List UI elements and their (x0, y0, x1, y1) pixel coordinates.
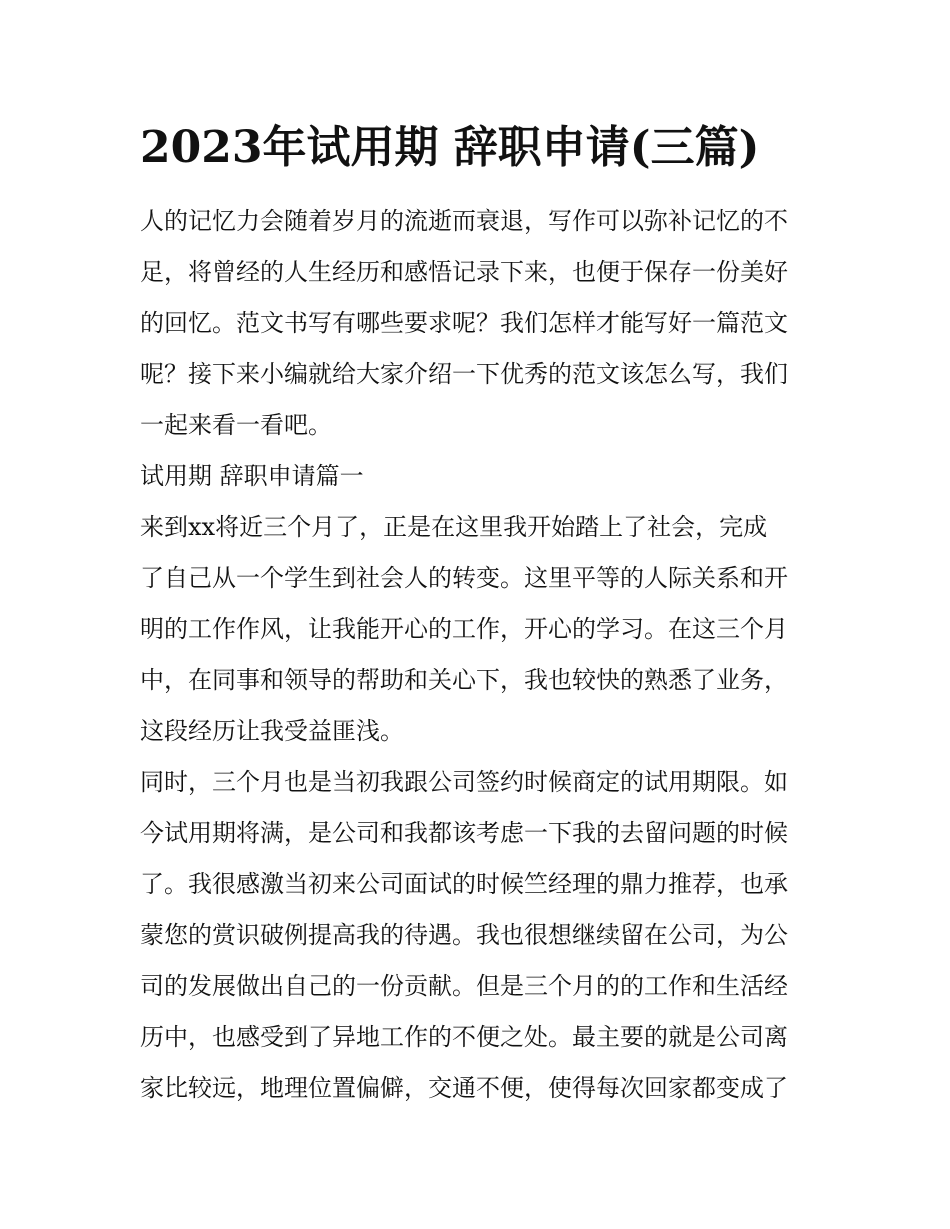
paragraph-2-line-3: 了。我很感激当初来公司面试的时候竺经理的鼎力推荐，也承 (140, 870, 788, 898)
paragraph-1-line-4: 中，在同事和领导的帮助和关心下，我也较快的熟悉了业务， (140, 666, 788, 694)
paragraph-1-line-2: 了自己从一个学生到社会人的转变。这里平等的人际关系和开 (140, 564, 788, 592)
paragraph-2-line-1: 同时，三个月也是当初我跟公司签约时候商定的试用期限。如 (140, 768, 788, 796)
paragraph-1-line-3: 明的工作作风，让我能开心的工作，开心的学习。在这三个月 (140, 615, 788, 643)
paragraph-2-line-5: 司的发展做出自己的一份贡献。但是三个月的的工作和生活经 (140, 972, 788, 1000)
document-title: 2023年试用期 辞职申请(三篇) (140, 122, 760, 173)
intro-line-2: 足，将曾经的人生经历和感悟记录下来，也便于保存一份美好 (140, 258, 788, 286)
intro-line-5: 一起来看一看吧。 (140, 411, 332, 439)
section-heading: 试用期 辞职申请篇一 (140, 462, 364, 490)
intro-line-1: 人的记忆力会随着岁月的流逝而衰退，写作可以弥补记忆的不 (140, 207, 788, 235)
paragraph-2-line-2: 今试用期将满，是公司和我都该考虑一下我的去留问题的时候 (140, 819, 788, 847)
paragraph-1-line-5: 这段经历让我受益匪浅。 (140, 717, 404, 745)
document-body (140, 196, 820, 1114)
paragraph-1-line-1: 来到xx将近三个月了，正是在这里我开始踏上了社会，完成 (140, 513, 768, 541)
paragraph-2-line-6: 历中，也感受到了异地工作的不便之处。最主要的就是公司离 (140, 1023, 788, 1051)
paragraph-2-line-4: 蒙您的赏识破例提高我的待遇。我也很想继续留在公司，为公 (140, 921, 788, 949)
intro-line-3: 的回忆。范文书写有哪些要求呢？我们怎样才能写好一篇范文 (140, 309, 788, 337)
paragraph-2-line-7: 家比较远，地理位置偏僻，交通不便，使得每次回家都变成了 (140, 1074, 788, 1102)
intro-line-4: 呢？接下来小编就给大家介绍一下优秀的范文该怎么写，我们 (140, 360, 788, 388)
